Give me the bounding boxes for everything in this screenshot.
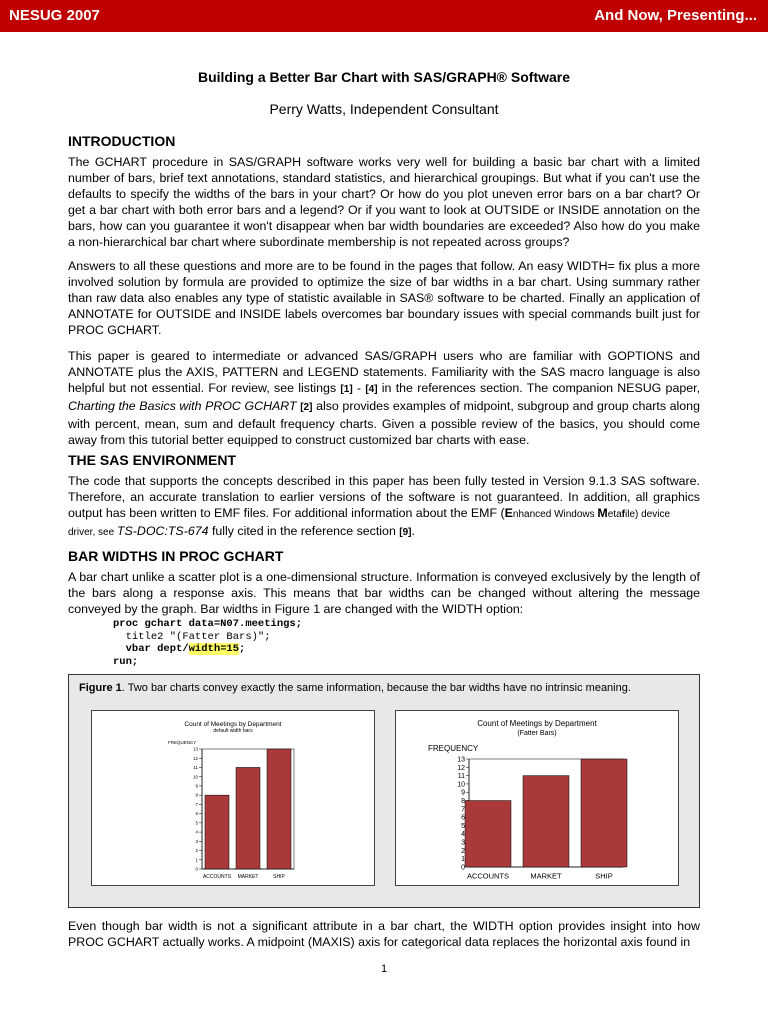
y-tick-label-3: 3: [461, 839, 465, 847]
env-heading: THE SAS ENVIRONMENT: [68, 452, 237, 468]
code-line-4: run;: [113, 655, 139, 668]
chart-subtitle: default width bars: [213, 728, 253, 734]
env-p2-part2: fully cited in the reference section: [208, 524, 400, 538]
y-axis-label: FREQUENCY: [168, 740, 197, 745]
y-tick-label-8: 8: [461, 797, 465, 805]
y-tick-label-9: 9: [195, 783, 198, 789]
ref-link-1[interactable]: [1]: [340, 384, 353, 395]
bar-widths-heading: BAR WIDTHS IN PROC GCHART: [68, 548, 284, 564]
chart-title: Count of Meetings by Department: [477, 719, 597, 728]
code-listing: [113, 618, 302, 668]
y-tick-label-4: 4: [195, 829, 198, 835]
x-tick-label-market: MARKET: [530, 871, 562, 881]
env-paragraph: [68, 473, 700, 541]
x-tick-label-ship: SHIP: [595, 871, 613, 881]
code-line-3b: ;: [239, 643, 246, 655]
bar-accounts: [205, 795, 229, 869]
y-tick-label-7: 7: [195, 801, 198, 807]
x-tick-label-market: MARKET: [237, 874, 259, 880]
y-tick-label-2: 2: [461, 847, 465, 855]
intro-paragraph-1: The GCHART procedure in SAS/GRAPH software works very well for building a basic bar chart with a limited number of bars, brief text annotations, standard statistics, and hierarchical groupings. But what if you can't use the defaults to specify the widths of the bars in your chart? Or how do you plot uneven error bars on a bar chart? Or get a bar chart with both error bars and a legend? Or if you want to look at OUTSIDE or INSIDE annotation on the bars, how can you guarantee it won't disappear when bar width boundaries are exceeded? Also how do you make a non-hierarchical bar chart where subordinate membership is not repeated across groups?: [68, 155, 700, 249]
header-bar: [0, 0, 768, 32]
ref-link-4[interactable]: [4]: [365, 384, 378, 395]
companion-paper-title: Charting the Basics with PROC GCHART: [68, 399, 297, 413]
page-number: 1: [380, 963, 388, 975]
y-tick-label-0: 0: [461, 864, 465, 872]
y-tick-label-11: 11: [193, 765, 198, 771]
y-tick-label-12: 12: [192, 755, 198, 761]
figure-caption-text: . Two bar charts convey exactly the same information, because the bar widths have no intrinsic meaning.: [121, 682, 631, 694]
intro-p3-part1: This paper is geared to intermediate or advanced SAS/GRAPH users who are familiar with GOPTIONS and ANNOTATE plus the AXIS, PATTERN and LEGEND statements. Familiarity with the SAS macro language is also helpful but not essential. For review, see listings: [68, 349, 700, 395]
code-line-1: proc gchart data=N07.meetings;: [113, 618, 303, 630]
code-line-3a: vbar dept/: [125, 643, 189, 655]
emf-nhanced: nhanced Windows: [512, 509, 598, 520]
dash: -: [352, 381, 366, 395]
bar-chart-fatter-bars: [396, 711, 678, 885]
emf-f: f: [621, 509, 625, 520]
y-tick-label-10: 10: [457, 781, 465, 789]
bar-ship: [267, 749, 291, 869]
y-tick-label-6: 6: [461, 814, 465, 822]
bar-widths-paragraph: A bar chart unlike a scatter plot is a one-dimensional structure. Information is conveyed exclusively by the length of the bars along a response axis. This means that bar widths can be changed without altering the message conveyed by the graph. Bar widths in Figure 1 are changed with the WIDTH option:: [68, 570, 700, 616]
y-tick-label-2: 2: [195, 848, 198, 854]
paper-title: Building a Better Bar Chart with SAS/GRAPH® Software: [197, 69, 571, 85]
intro-paragraph-3: [68, 348, 700, 448]
intro-paragraph-2: Answers to all these questions and more are to be found in the pages that follow. An easy WIDTH= fix plus a more involved solution by formula are provided to optimize the size of bar widths in a bar chart. Using summary rather than raw data also enables any type of statistic available in SAS® software to be charted. Finally an application of ANNOTATE for OUTSIDE and INSIDE labels overcomes bar boundary issues with special commands built just for PROC GCHART.: [68, 259, 700, 337]
ref-link-2[interactable]: [2]: [300, 402, 313, 413]
code-highlight-width: width=15: [188, 643, 240, 655]
emf-eta: eta: [607, 509, 622, 520]
y-tick-label-13: 13: [192, 746, 198, 752]
chart-panel-right: [395, 710, 679, 886]
y-tick-label-6: 6: [195, 811, 198, 817]
ts-doc-link[interactable]: TS-DOC:TS-674: [116, 524, 209, 538]
ref-link-9[interactable]: [9]: [399, 527, 412, 538]
y-tick-label-3: 3: [195, 838, 198, 844]
intro-p3-part2: in the references section. The companion NESUG paper,: [377, 381, 701, 395]
y-tick-label-5: 5: [461, 822, 465, 830]
closing-paragraph: Even though bar width is not a significant attribute in a bar chart, the WIDTH option provides insight into how PROC GCHART actually works. A midpoint (MAXIS) axis for categorical data replaces the horizontal axis found in: [68, 919, 700, 949]
chart-panel-left: [91, 710, 375, 886]
bar-chart-default-width: [92, 711, 374, 885]
emf-ile: ile) device: [625, 509, 671, 520]
conference-label: NESUG 2007: [9, 7, 100, 24]
y-tick-label-12: 12: [457, 764, 465, 772]
emf-E: E: [504, 506, 513, 520]
bar-accounts: [465, 801, 511, 867]
figure-1-box: [68, 674, 700, 908]
bar-market: [236, 767, 260, 869]
y-tick-label-5: 5: [195, 820, 198, 826]
y-tick-label-1: 1: [461, 856, 465, 864]
bar-market: [523, 776, 569, 867]
emf-M: M: [597, 506, 608, 520]
intro-p3-part3: also provides examples of midpoint, subgroup and group charts along with percent, mean, sum and default frequency charts. Given a possible review of the basics, you should come away from this tutorial better equipped to construct customized bar charts with ease.: [68, 399, 700, 447]
author-line: Perry Watts, Independent Consultant: [269, 101, 499, 117]
x-tick-label-accounts: ACCOUNTS: [466, 871, 510, 881]
y-tick-label-9: 9: [461, 789, 465, 797]
bar-ship: [581, 759, 627, 867]
period: .: [411, 524, 415, 538]
y-tick-label-11: 11: [457, 773, 465, 781]
figure-label: Figure 1: [79, 682, 122, 694]
y-tick-label-4: 4: [461, 831, 465, 839]
env-p1: The code that supports the concepts described in this paper has been fully tested in Version 9.1.3 SAS software. Therefore, an accurate translation to earlier versions of the software is not guaranteed. In addition, all graphics output has been written to EMF files. For additional information about the EMF (: [68, 474, 700, 520]
x-tick-label-ship: SHIP: [273, 874, 285, 880]
y-tick-label-13: 13: [457, 756, 465, 764]
intro-heading: INTRODUCTION: [68, 133, 176, 149]
y-axis-label: FREQUENCY: [428, 744, 479, 753]
y-tick-label-10: 10: [192, 774, 198, 780]
y-tick-label-0: 0: [195, 866, 198, 872]
code-line-2: title2 "(Fatter Bars)";: [125, 630, 271, 643]
chart-title: Count of Meetings by Department: [184, 721, 282, 728]
chart-subtitle: (Fatter Bars): [517, 730, 557, 737]
x-tick-label-accounts: ACCOUNTS: [202, 874, 232, 880]
env-p2-part1: driver, see: [68, 527, 117, 538]
y-tick-label-8: 8: [195, 792, 198, 798]
y-tick-label-7: 7: [461, 806, 465, 814]
header-tagline: And Now, Presenting...: [594, 7, 757, 24]
y-tick-label-1: 1: [195, 857, 198, 863]
figure-caption: [79, 682, 631, 694]
